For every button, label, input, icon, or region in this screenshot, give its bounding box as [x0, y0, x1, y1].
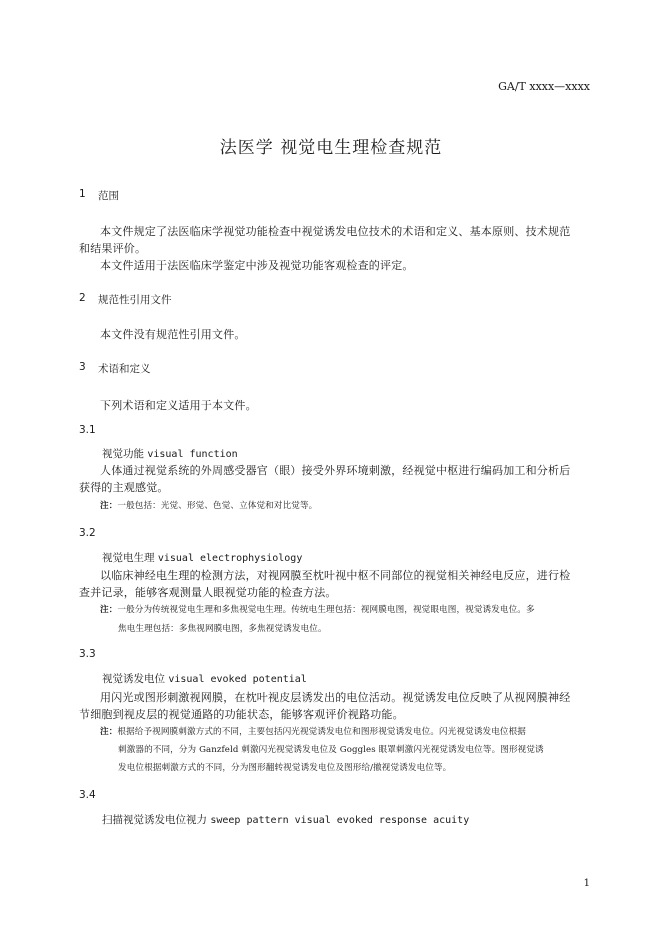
term-3-3-line-2: 节细胞到视皮层的视觉通路的功能状态，能够客观评价视路功能。	[79, 708, 404, 721]
term-3-2-note-label: 注：	[100, 605, 118, 615]
term-3-2-number: 3.2	[79, 527, 96, 539]
term-3-4-en: sweep pattern visual evoked response acuity	[210, 815, 470, 826]
term-3-4-zh: 扫描视觉诱发电位视力	[102, 814, 207, 826]
term-3-2-note-line-2: 焦电生理包括：多焦视网膜电图，多焦视觉诱发电位。	[118, 624, 327, 634]
term-3-1-heading	[102, 446, 238, 461]
term-3-4-heading	[102, 812, 469, 827]
section-1-para-line-2: 和结果评价。	[79, 242, 147, 255]
section-3-heading: 术语和定义	[98, 363, 151, 375]
page-title: 法医学 视觉电生理检查规范	[219, 138, 443, 158]
term-3-3-note-line-3: 发电位根据刺激方式的不同，分为图形翻转视觉诱发电位及图形给/撤视觉诱发电位等。	[118, 763, 452, 773]
term-3-2-note-text-1: 一般分为传统视觉电生理和多焦视觉电生理。传统电生理包括：视网膜电图，视觉眼电图，视觉诱发电位。多	[117, 605, 535, 615]
term-3-3-note-line-1	[100, 725, 526, 737]
page-number: 1	[583, 878, 590, 889]
term-3-1-number: 3.1	[79, 424, 96, 436]
term-3-2-line-2: 查并记录，能够客观测量人眼视觉功能的检查方法。	[79, 586, 337, 599]
section-1-heading: 范围	[98, 190, 119, 202]
term-3-3-note-text-1: 根据给予视网膜刺激方式的不同，主要包括闪光视觉诱发电位和图形视觉诱发电位。闪光视觉诱发电位根据	[117, 727, 526, 737]
section-3-para: 下列术语和定义适用于本文件。	[100, 399, 257, 412]
term-3-3-note-line-2: 刺激器的不同，分为 Ganzfeld 刺激闪光视觉诱发电位及 Goggles 眼罩刺激闪光视觉诱发电位等。图形视觉诱	[118, 745, 544, 755]
term-3-1-note-label: 注：	[100, 501, 118, 511]
section-1-para-line-1: 本文件规定了法医临床学视觉功能检查中视觉诱发电位技术的术语和定义、基本原则、技术规范	[100, 225, 571, 238]
term-3-2-en: visual electrophysiology	[157, 553, 303, 564]
term-3-2-note-line-1	[100, 603, 535, 615]
term-3-3-line-1: 用闪光或图形刺激视网膜，在枕叶视皮层诱发出的电位活动。视觉诱发电位反映了从视网膜神经	[100, 691, 571, 704]
term-3-2-zh: 视觉电生理	[102, 552, 155, 564]
term-3-1-line-1: 人体通过视觉系统的外周感受器官（眼）接受外界环境刺激，经视觉中枢进行编码加工和分析后	[100, 464, 571, 477]
term-3-2-heading	[102, 550, 302, 565]
section-1-para-2: 本文件适用于法医临床学鉴定中涉及视觉功能客观检查的评定。	[100, 259, 414, 272]
term-3-3-heading	[102, 671, 307, 686]
term-3-1-note	[100, 499, 317, 511]
term-3-3-note-label: 注：	[100, 727, 118, 737]
term-3-1-line-2: 获得的主观感觉。	[79, 481, 169, 494]
section-2-number: 2	[79, 292, 86, 304]
term-3-3-number: 3.3	[79, 648, 96, 660]
term-3-1-en: visual function	[147, 449, 238, 460]
term-3-2-line-1: 以临床神经电生理的检测方法，对视网膜至枕叶视中枢不同部位的视觉相关神经电反应，进行检	[100, 569, 571, 582]
section-2-para: 本文件没有规范性引用文件。	[100, 328, 246, 341]
term-3-3-zh: 视觉诱发电位	[102, 673, 165, 685]
term-3-3-en: visual evoked potential	[168, 674, 307, 685]
term-3-1-note-text: 一般包括：光觉、形觉、色觉、立体觉和对比觉等。	[117, 501, 318, 511]
term-3-4-number: 3.4	[79, 789, 96, 801]
section-1-number: 1	[79, 188, 86, 200]
section-2-heading: 规范性引用文件	[98, 294, 172, 306]
document-code: GA/T xxxx—xxxx	[498, 80, 590, 93]
term-3-1-zh: 视觉功能	[102, 448, 144, 460]
section-3-number: 3	[79, 361, 86, 373]
